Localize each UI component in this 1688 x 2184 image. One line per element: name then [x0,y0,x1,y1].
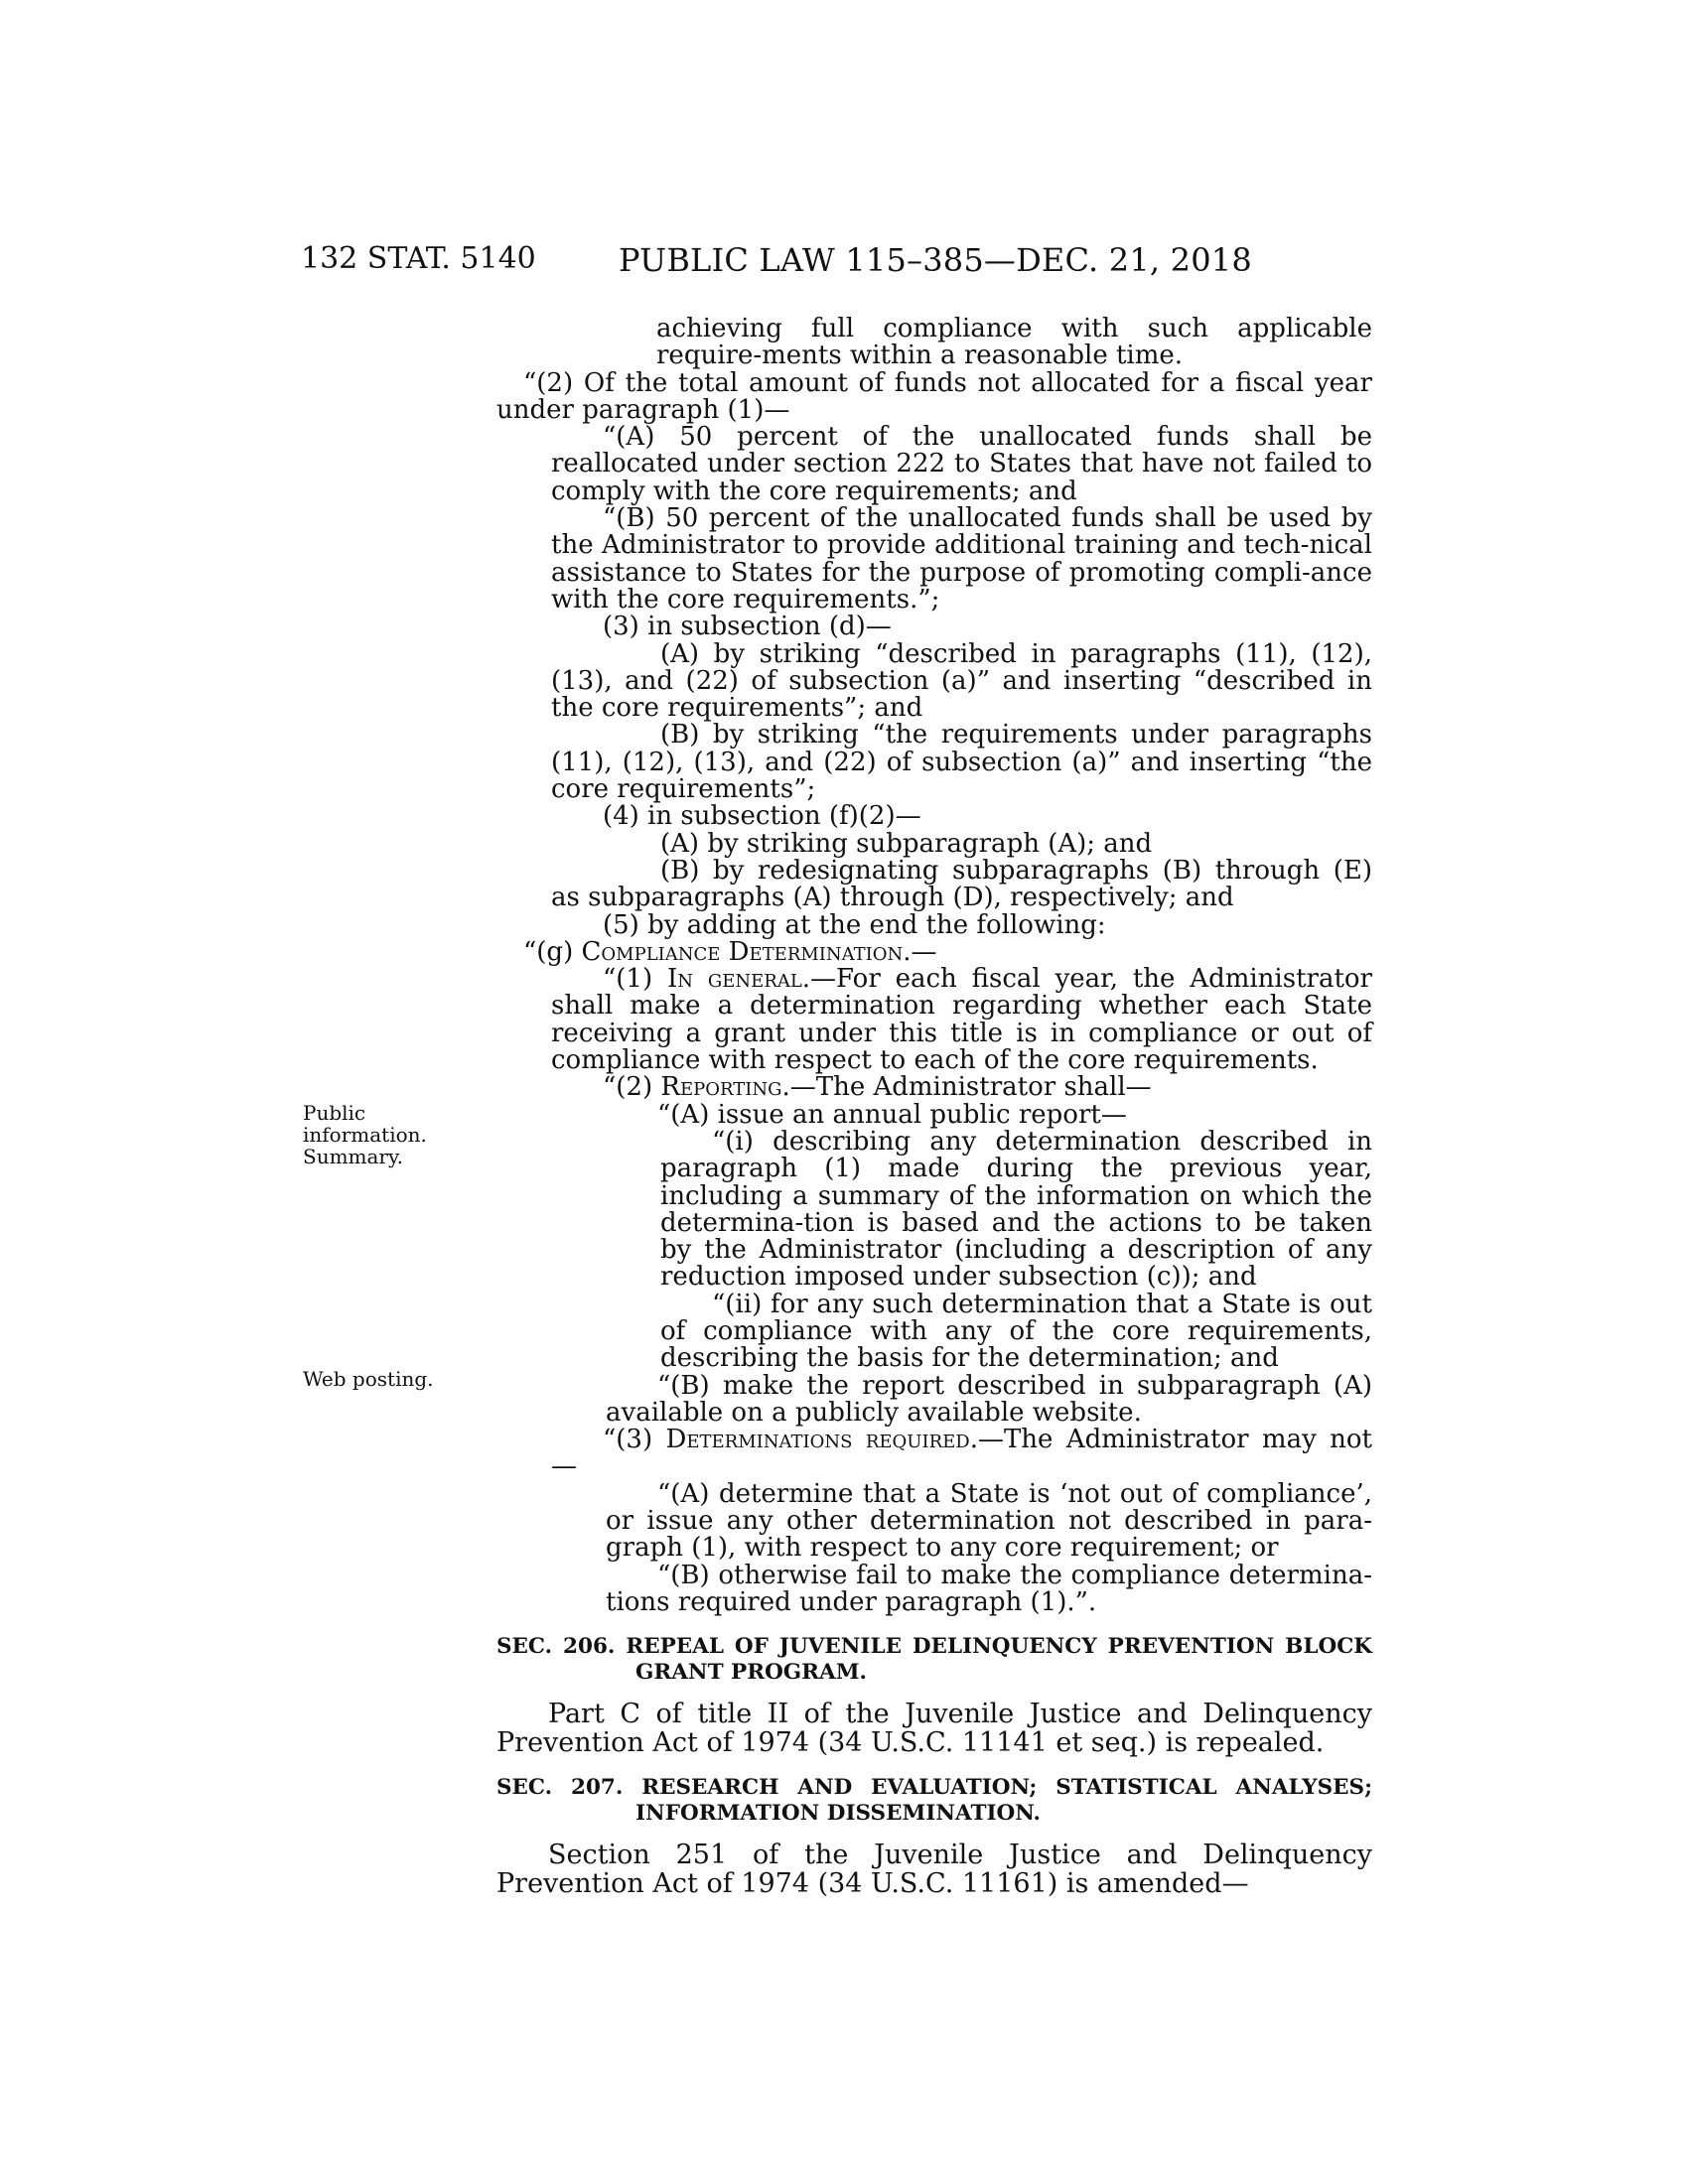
paragraph: (A) by striking subparagraph (A); and [660,828,1153,859]
paragraph: (B) by striking “the requirements under paragraphs (11), (12), (13), and (22) of subsection (a)” and inserting “the core requirements”; [551,720,1372,805]
paragraph: “(B) 50 percent of the unallocated funds shall be used by the Administrator to provide additional training and tech-nical assistance to States for the purpose of promoting compli-ance with the core requirements.”; [551,503,1372,614]
paragraph: “(A) 50 percent of the unallocated funds shall be reallocated under section 222 to States that have not failed to comply with the core requirements; and [551,422,1372,506]
paragraph: “(2) Reporting.—The Administrator shall— [603,1072,1152,1103]
section-text-206: Part C of title II of the Juvenile Justice and Delinquency Prevention Act of 1974 (34 U.S.C. 11141 et seq.) is repealed. [496,1699,1372,1759]
paragraph: “(i) describing any determination described in paragraph (1) made during the previous year, including a summary of the information on which the determina-tion is based and the actions to be taken by the Administrator (including a description of any reduction imposed under subsection (c)); and [660,1126,1372,1293]
public-law-title: PUBLIC LAW 115–385—DEC. 21, 2018 [619,241,1252,279]
paragraph: “(A) issue an annual public report— [657,1099,1127,1130]
paragraph-heading: In general [666,964,802,995]
paragraph: “(A) determine that a State is ‘not out of compliance’, or issue any other determination not described in para-graph (1), with respect to any core requirement; or [606,1478,1372,1564]
paragraph: “(B) otherwise fail to make the compliance determina-tions required under paragraph (1).”. [606,1560,1372,1617]
section-heading-207: SEC. 207. RESEARCH AND EVALUATION; STATISTICAL ANALYSES; INFORMATION DISSEMINATION. [496,1775,1372,1827]
paragraph: (5) by adding at the end the following: [603,909,1106,940]
margin-note-web-posting: Web posting. [303,1367,434,1391]
paragraph: “(3) Determinations required.—The Administrator may not— [551,1425,1372,1482]
statute-page-number: 132 STAT. 5140 [301,241,536,276]
page-header [301,241,1688,281]
paragraph: (B) by redesignating subparagraphs (B) through (E) as subparagraphs (A) through (D), respectively; and [551,855,1372,913]
section-heading-206: SEC. 206. REPEAL OF JUVENILE DELINQUENCY PREVENTION BLOCK GRANT PROGRAM. [496,1634,1372,1686]
paragraph: (3) in subsection (d)— [603,612,892,642]
paragraph: “(ii) for any such determination that a State is out of compliance with any of the core requirements, describing the basis for the determination; and [660,1289,1372,1374]
paragraph: achieving full compliance with such applicable require-ments within a reasonable time. [656,314,1372,371]
paragraph: “(1) In general.—For each fiscal year, the Administrator shall make a determination regarding whether each State receiving a grant under this title is in compliance or out of compliance with respect to each of the core requirements. [551,964,1372,1076]
paragraph-heading: Determinations required [665,1425,970,1455]
paragraph: (4) in subsection (f)(2)— [603,801,921,832]
document-body [496,316,1372,1898]
paragraph-heading: Reporting [660,1072,782,1103]
paragraph: “(g) Compliance Determination.— [523,936,937,967]
paragraph: (A) by striking “described in paragraphs (11), (12), (13), and (22) of subsection (a)” and inserting “described in the core requirements”; and [551,638,1372,724]
section-text-207: Section 251 of the Juvenile Justice and Delinquency Prevention Act of 1974 (34 U.S.C. 11161) is amended— [496,1840,1372,1900]
paragraph: “(B) make the report described in subparagraph (A) available on a publicly available website. [606,1370,1372,1428]
margin-note-public-information: Public information. Summary. [303,1101,427,1168]
paragraph: “(2) Of the total amount of funds not allocated for a fiscal year under paragraph (1)— [496,367,1372,425]
subsection-heading: Compliance Determination [581,936,904,967]
